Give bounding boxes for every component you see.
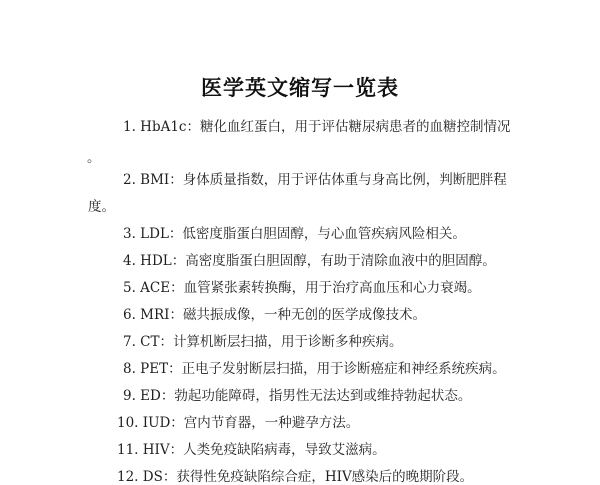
list-item: 1. HbA1c：糖化血红蛋白，用于评估糖尿病患者的血糖控制情况 [123,119,511,135]
list-item: 8. PET：正电子发射断层扫描，用于诊断癌症和神经系统疾病。 [123,361,506,377]
list-item: 10. IUD：宫内节育器，一种避孕方法。 [117,415,360,431]
list-item: 3. LDL：低密度脂蛋白胆固醇，与心血管疾病风险相关。 [123,226,466,242]
list-item: 4. HDL：高密度脂蛋白胆固醇，有助于清除血液中的胆固醇。 [123,253,496,269]
list-item: 9. ED：勃起功能障碍，指男性无法达到或维持勃起状态。 [123,388,472,404]
list-item: 11. HIV：人类免疫缺陷病毒，导致艾滋病。 [117,442,386,458]
document-title: 医学英文缩写一览表 [201,76,399,100]
list-item-continuation: 。 [87,150,101,166]
list-item: 12. DS：获得性免疫缺陷综合症，HIV感染后的晚期阶段。 [117,469,474,485]
list-item: 6. MRI：磁共振成像，一种无创的医学成像技术。 [123,307,426,323]
list-item: 7. CT：计算机断层扫描，用于诊断多种疾病。 [123,334,403,350]
list-item: 5. ACE：血管紧张素转换酶，用于治疗高血压和心力衰竭。 [123,280,481,296]
list-item: 2. BMI：身体质量指数，用于评估体重与身高比例，判断肥胖程 [123,172,507,188]
list-item-continuation: 度。 [88,199,115,215]
